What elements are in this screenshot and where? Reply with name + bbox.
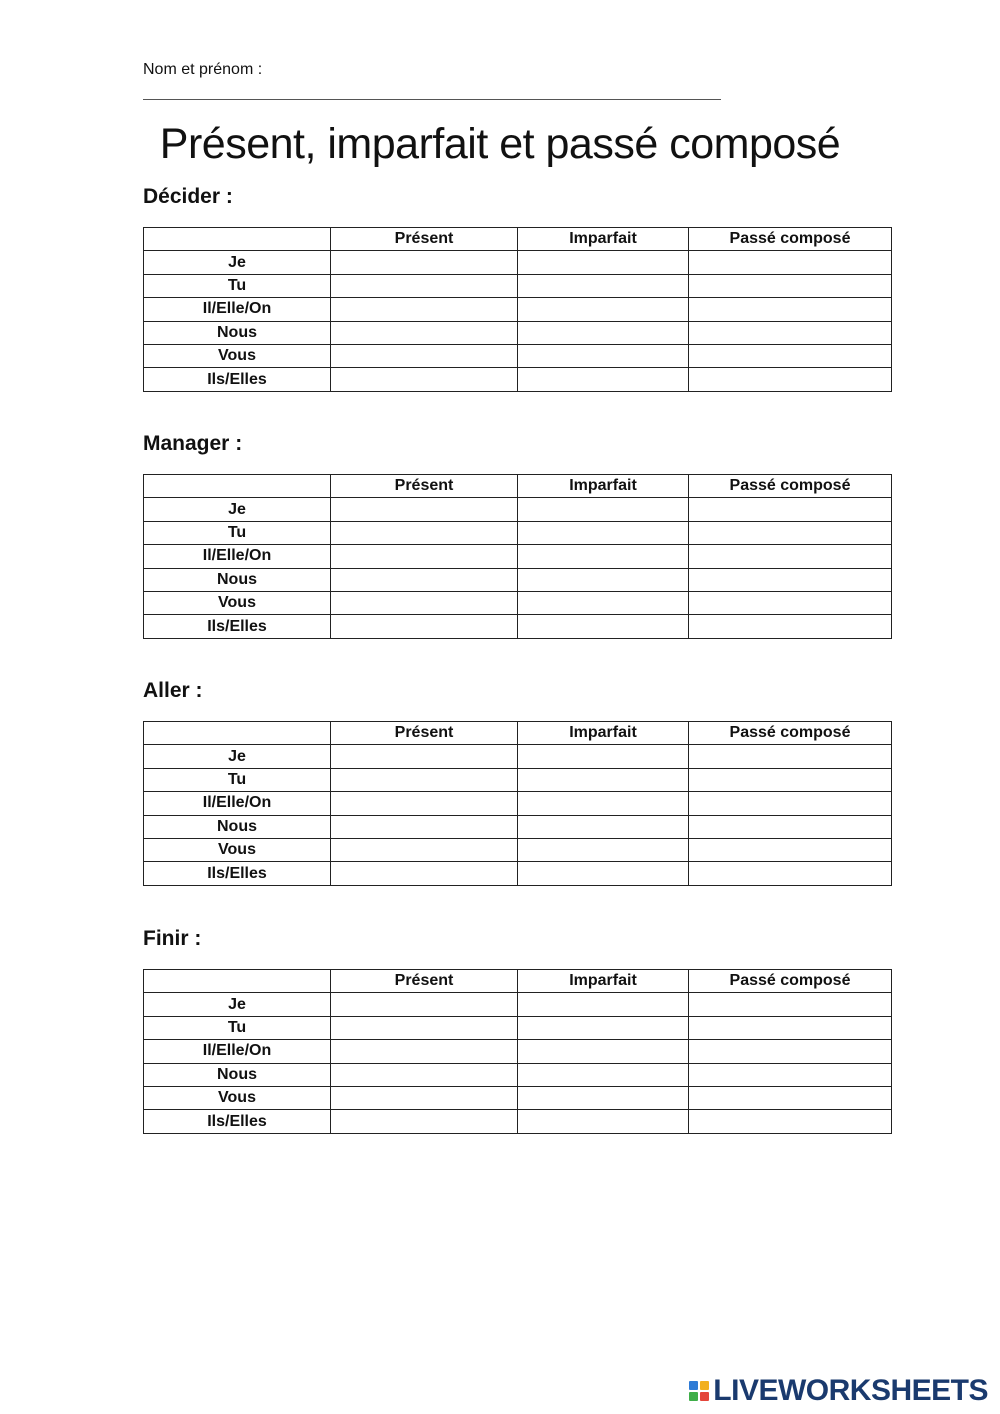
header-cell-present: Présent: [331, 228, 518, 251]
answer-cell[interactable]: [689, 251, 892, 274]
answer-cell[interactable]: [518, 251, 689, 274]
answer-cell[interactable]: [518, 368, 689, 391]
answer-cell[interactable]: [331, 321, 518, 344]
answer-cell[interactable]: [331, 993, 518, 1016]
answer-cell[interactable]: [689, 498, 892, 521]
answer-cell[interactable]: [689, 568, 892, 591]
conjugation-table-manager: [143, 474, 892, 639]
answer-cell[interactable]: [518, 274, 689, 297]
header-cell-passe-compose: Passé composé: [689, 228, 892, 251]
answer-cell[interactable]: [331, 521, 518, 544]
header-cell-passe-compose: Passé composé: [689, 475, 892, 498]
answer-cell[interactable]: [689, 368, 892, 391]
liveworksheets-logo-icon: [689, 1381, 709, 1401]
answer-cell[interactable]: [331, 1063, 518, 1086]
answer-cell[interactable]: [518, 545, 689, 568]
answer-cell[interactable]: [689, 838, 892, 861]
pronoun-cell: Vous: [144, 838, 331, 861]
answer-cell[interactable]: [331, 838, 518, 861]
answer-cell[interactable]: [518, 591, 689, 614]
answer-cell[interactable]: [331, 545, 518, 568]
pronoun-cell: Vous: [144, 1086, 331, 1109]
table-row: [144, 838, 892, 861]
logo-square-icon: [700, 1381, 709, 1390]
liveworksheets-logo: [689, 1374, 988, 1408]
answer-cell[interactable]: [331, 815, 518, 838]
answer-cell[interactable]: [518, 1040, 689, 1063]
pronoun-cell: Nous: [144, 1063, 331, 1086]
answer-cell[interactable]: [518, 792, 689, 815]
header-cell-imparfait: Imparfait: [518, 228, 689, 251]
answer-cell[interactable]: [689, 274, 892, 297]
logo-text: LIVEWORKSHEETS: [713, 1374, 988, 1407]
table-row: [144, 1110, 892, 1133]
answer-cell[interactable]: [689, 993, 892, 1016]
answer-cell[interactable]: [518, 615, 689, 638]
pronoun-cell: Je: [144, 745, 331, 768]
table-row: [144, 768, 892, 791]
logo-square-icon: [689, 1392, 698, 1401]
answer-cell[interactable]: [689, 545, 892, 568]
table-row: [144, 862, 892, 885]
conjugation-table-aller: [143, 721, 892, 886]
table-row: [144, 1016, 892, 1039]
answer-cell[interactable]: [331, 274, 518, 297]
table-header-row: [144, 228, 892, 251]
name-label: Nom et prénom :: [143, 61, 263, 78]
answer-cell[interactable]: [518, 993, 689, 1016]
header-cell-empty: [144, 970, 331, 993]
answer-cell[interactable]: [518, 1110, 689, 1133]
header-cell-empty: [144, 722, 331, 745]
answer-cell[interactable]: [518, 838, 689, 861]
answer-cell[interactable]: [331, 1110, 518, 1133]
answer-cell[interactable]: [689, 521, 892, 544]
answer-cell[interactable]: [331, 251, 518, 274]
table-row: [144, 815, 892, 838]
table-row: [144, 745, 892, 768]
answer-cell[interactable]: [518, 1016, 689, 1039]
answer-cell[interactable]: [518, 745, 689, 768]
answer-cell[interactable]: [518, 815, 689, 838]
table-row: [144, 298, 892, 321]
table-row: [144, 792, 892, 815]
answer-cell[interactable]: [331, 298, 518, 321]
logo-square-icon: [700, 1392, 709, 1401]
answer-cell[interactable]: [689, 745, 892, 768]
answer-cell[interactable]: [331, 568, 518, 591]
logo-square-icon: [689, 1381, 698, 1390]
pronoun-cell: Tu: [144, 521, 331, 544]
table-header-row: [144, 475, 892, 498]
section-title-decider: Décider :: [143, 185, 233, 208]
table-row: [144, 344, 892, 367]
pronoun-cell: Ils/Elles: [144, 862, 331, 885]
table-row: [144, 993, 892, 1016]
table-row: [144, 251, 892, 274]
answer-cell[interactable]: [331, 1016, 518, 1039]
answer-cell[interactable]: [331, 792, 518, 815]
answer-cell[interactable]: [518, 1063, 689, 1086]
answer-cell[interactable]: [689, 768, 892, 791]
pronoun-cell: Nous: [144, 815, 331, 838]
answer-cell[interactable]: [331, 344, 518, 367]
table-row: [144, 615, 892, 638]
pronoun-cell: Il/Elle/On: [144, 792, 331, 815]
header-cell-present: Présent: [331, 722, 518, 745]
conjugation-table-finir: [143, 969, 892, 1134]
name-blank-line: [143, 99, 721, 100]
header-cell-empty: [144, 228, 331, 251]
answer-cell[interactable]: [331, 1086, 518, 1109]
table-header-row: [144, 722, 892, 745]
pronoun-cell: Il/Elle/On: [144, 545, 331, 568]
answer-cell[interactable]: [518, 321, 689, 344]
answer-cell[interactable]: [689, 591, 892, 614]
answer-cell[interactable]: [331, 368, 518, 391]
pronoun-cell: Il/Elle/On: [144, 1040, 331, 1063]
table-row: [144, 545, 892, 568]
answer-cell[interactable]: [689, 1016, 892, 1039]
table-row: [144, 274, 892, 297]
answer-cell[interactable]: [689, 1040, 892, 1063]
answer-cell[interactable]: [689, 615, 892, 638]
table-row: [144, 1040, 892, 1063]
answer-cell[interactable]: [689, 1110, 892, 1133]
section-title-finir: Finir :: [143, 927, 202, 950]
pronoun-cell: Ils/Elles: [144, 1110, 331, 1133]
page-title: Présent, imparfait et passé composé: [159, 120, 841, 168]
answer-cell[interactable]: [518, 768, 689, 791]
pronoun-cell: Il/Elle/On: [144, 298, 331, 321]
header-cell-present: Présent: [331, 970, 518, 993]
header-cell-passe-compose: Passé composé: [689, 970, 892, 993]
answer-cell[interactable]: [518, 344, 689, 367]
pronoun-cell: Tu: [144, 768, 331, 791]
answer-cell[interactable]: [689, 815, 892, 838]
pronoun-cell: Ils/Elles: [144, 368, 331, 391]
answer-cell[interactable]: [331, 615, 518, 638]
table-row: [144, 321, 892, 344]
answer-cell[interactable]: [689, 862, 892, 885]
table-row: [144, 591, 892, 614]
answer-cell[interactable]: [689, 1063, 892, 1086]
table-row: [144, 368, 892, 391]
answer-cell[interactable]: [518, 521, 689, 544]
pronoun-cell: Vous: [144, 591, 331, 614]
pronoun-cell: Nous: [144, 321, 331, 344]
answer-cell[interactable]: [331, 862, 518, 885]
answer-cell[interactable]: [518, 568, 689, 591]
pronoun-cell: Je: [144, 498, 331, 521]
header-cell-empty: [144, 475, 331, 498]
header-cell-passe-compose: Passé composé: [689, 722, 892, 745]
answer-cell[interactable]: [689, 298, 892, 321]
table-header-row: [144, 970, 892, 993]
conjugation-table-decider: [143, 227, 892, 392]
header-cell-imparfait: Imparfait: [518, 475, 689, 498]
answer-cell[interactable]: [689, 344, 892, 367]
answer-cell[interactable]: [689, 792, 892, 815]
answer-cell[interactable]: [518, 498, 689, 521]
pronoun-cell: Je: [144, 993, 331, 1016]
answer-cell[interactable]: [331, 591, 518, 614]
section-title-aller: Aller :: [143, 679, 203, 702]
answer-cell[interactable]: [518, 298, 689, 321]
answer-cell[interactable]: [518, 862, 689, 885]
pronoun-cell: Nous: [144, 568, 331, 591]
answer-cell[interactable]: [689, 1086, 892, 1109]
pronoun-cell: Ils/Elles: [144, 615, 331, 638]
section-title-manager: Manager :: [143, 432, 243, 455]
table-row: [144, 521, 892, 544]
answer-cell[interactable]: [331, 498, 518, 521]
header-cell-imparfait: Imparfait: [518, 970, 689, 993]
table-row: [144, 568, 892, 591]
answer-cell[interactable]: [689, 321, 892, 344]
pronoun-cell: Je: [144, 251, 331, 274]
pronoun-cell: Tu: [144, 1016, 331, 1039]
table-row: [144, 498, 892, 521]
pronoun-cell: Tu: [144, 274, 331, 297]
answer-cell[interactable]: [331, 1040, 518, 1063]
answer-cell[interactable]: [331, 768, 518, 791]
pronoun-cell: Vous: [144, 344, 331, 367]
answer-cell[interactable]: [331, 745, 518, 768]
header-cell-imparfait: Imparfait: [518, 722, 689, 745]
table-row: [144, 1063, 892, 1086]
answer-cell[interactable]: [518, 1086, 689, 1109]
header-cell-present: Présent: [331, 475, 518, 498]
table-row: [144, 1086, 892, 1109]
